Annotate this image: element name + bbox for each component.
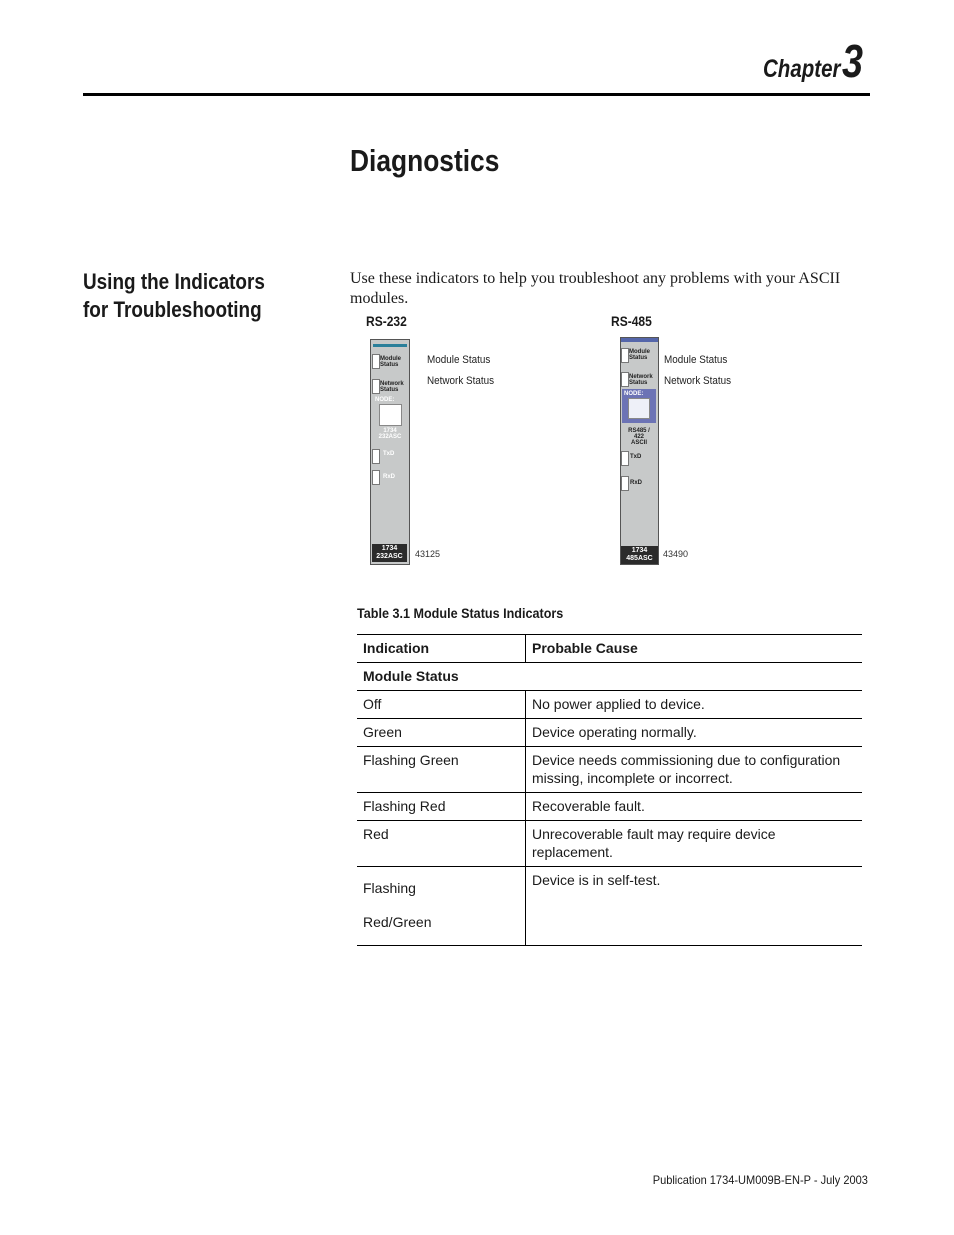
table-cell-indication-text: Flashing Red/Green <box>363 880 432 930</box>
table-cell-indication: Off <box>357 691 526 719</box>
rs485-network-status-led <box>621 372 629 387</box>
table-row <box>357 867 862 946</box>
table-cell-cause: Recoverable fault. <box>526 793 863 821</box>
rs232-callout-module-status: Module Status <box>427 354 491 366</box>
table-header-indication: Indication <box>357 635 526 663</box>
table-cell-indication: Flashing Green <box>357 747 526 793</box>
rs232-node-window <box>379 404 402 426</box>
publication-footer: Publication 1734-UM009B-EN-P - July 2003 <box>652 1173 868 1187</box>
intro-paragraph: Use these indicators to help you troubleshoot any problems with your ASCII modules. <box>350 270 841 307</box>
rs232-rxd-led <box>372 470 380 485</box>
rs232-top-stripe <box>373 344 407 347</box>
rs232-node-label: NODE: <box>375 397 395 403</box>
section-heading-line2: for Troubleshooting <box>83 297 262 322</box>
table-row <box>357 691 862 719</box>
rs485-label: RS-485 <box>611 313 652 329</box>
rs232-catalog-text: 1734 232ASC <box>378 428 402 440</box>
table-row <box>357 747 862 793</box>
page-title: Diagnostics <box>350 143 500 178</box>
table-cell-indication: Flashing Red <box>357 793 526 821</box>
rs485-network-status-text: Network Status <box>629 374 653 386</box>
rs485-module-image <box>620 337 659 565</box>
table-cell-indication <box>357 867 526 946</box>
table-group-row <box>357 663 862 691</box>
rs232-module-status-text: Module Status <box>380 356 401 368</box>
chapter-header <box>746 34 868 88</box>
rs232-network-status-text: Network Status <box>380 381 404 393</box>
table-group-module-status: Module Status <box>357 663 862 691</box>
rs485-txd-led <box>621 451 629 466</box>
rs485-module-status-text: Module Status <box>629 349 650 361</box>
module-status-table <box>357 634 862 946</box>
rs485-catalog-badge: 1734 485ASC <box>621 546 658 564</box>
table-header-probable-cause: Probable Cause <box>526 635 863 663</box>
rs485-top-stripe <box>621 338 658 342</box>
table-cell-indication: Green <box>357 719 526 747</box>
rs485-callout-module-status: Module Status <box>664 354 728 366</box>
rs485-module-status-led <box>621 348 629 363</box>
rs485-catalog-text: RS485 / 422 ASCII <box>628 428 650 446</box>
rs485-figure-number: 43490 <box>663 549 689 559</box>
rs232-txd-label: TxD <box>383 451 395 457</box>
rs232-callout-network-status: Network Status <box>427 375 495 387</box>
rs232-rxd-label: RxD <box>383 474 396 480</box>
rs232-txd-led <box>372 449 380 464</box>
table-cell-cause: Device operating normally. <box>526 719 863 747</box>
rs485-node-window <box>628 398 650 419</box>
chapter-number: 3 <box>842 35 864 87</box>
rs232-figure-number: 43125 <box>415 549 441 559</box>
rs232-network-status-led <box>372 379 380 394</box>
table-cell-cause: No power applied to device. <box>526 691 863 719</box>
table-cell-indication: Red <box>357 821 526 867</box>
table-header-row <box>357 635 862 663</box>
rs485-rxd-label: RxD <box>630 480 643 486</box>
rs485-rxd-led <box>621 476 629 491</box>
rs232-label: RS-232 <box>366 313 407 329</box>
table-row <box>357 793 862 821</box>
table-cell-cause: Device is in self-test. <box>526 867 863 946</box>
table-row <box>357 719 862 747</box>
table-caption: Table 3.1 Module Status Indicators <box>357 605 564 621</box>
rs485-callout-network-status: Network Status <box>664 375 732 387</box>
table-cell-cause: Device needs commissioning due to configuration missing, incomplete or incorrect. <box>526 747 863 793</box>
table-row <box>357 821 862 867</box>
header-rule <box>83 93 870 96</box>
rs232-catalog-badge: 1734 232ASC <box>372 544 407 562</box>
rs485-txd-label: TxD <box>630 454 642 460</box>
section-heading <box>83 268 265 324</box>
rs232-module-status-led <box>372 354 380 369</box>
rs485-node-label: NODE: <box>624 391 644 397</box>
section-heading-line1: Using the Indicators <box>83 269 265 294</box>
chapter-word: Chapter <box>762 55 841 83</box>
table-cell-cause: Unrecoverable fault may require device replacement. <box>526 821 863 867</box>
rs232-module-image <box>370 339 410 565</box>
